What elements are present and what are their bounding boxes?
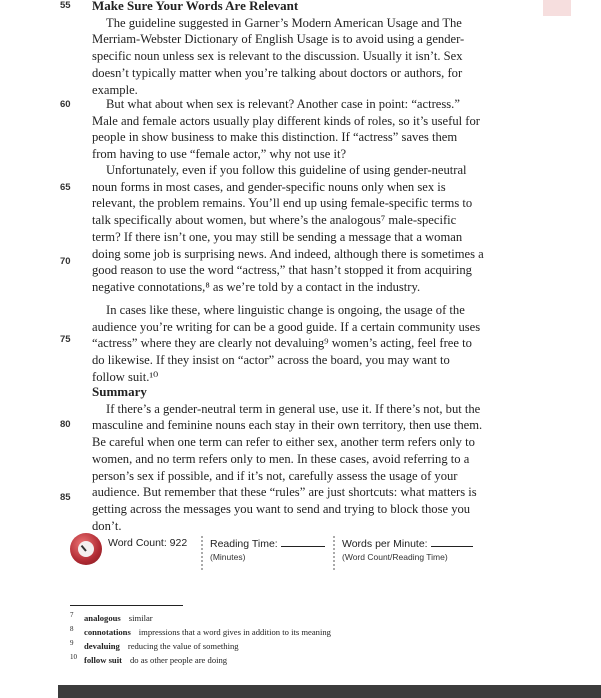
line-number-70: 70 bbox=[60, 256, 71, 267]
wpm-sub: (Word Count/Reading Time) bbox=[342, 552, 448, 562]
reading-time-blank[interactable] bbox=[281, 537, 325, 547]
paragraph-1: The guideline suggested in Garner’s Modern American Usage and The Merriam-Webster Dictionary of English Usage is to avoid using a gender-specific noun unless sex is relevant to the discussion. Usually it isn’t. Sex doesn’t typically matter when you’re talking about doctors or authors, for example. bbox=[92, 15, 465, 97]
reading-time-label bbox=[210, 537, 325, 550]
line-number-65: 65 bbox=[60, 182, 71, 193]
footnote-10: 10 follow suit do as other people are doing bbox=[70, 653, 228, 665]
stopwatch-icon bbox=[70, 533, 102, 565]
summary-heading: Summary bbox=[92, 384, 147, 399]
divider-dots-2 bbox=[333, 536, 335, 570]
footnote-8: 8 connotations impressions that a word gives in addition to its meaning bbox=[70, 625, 331, 637]
wpm-blank[interactable] bbox=[431, 537, 473, 547]
wpm-label bbox=[342, 537, 473, 550]
line-number-75: 75 bbox=[60, 334, 71, 345]
paragraph-4: In cases like these, where linguistic change is ongoing, the usage of the audience you’re writing for can be a good guide. If a certain community uses “actress” where they are clearly not devaluing⁹ women’s acting, feel free to do likewise. If they insist on “actor” across the board, you may want to follow suit.¹⁰ bbox=[92, 303, 481, 384]
word-count-label: Word Count: 922 bbox=[108, 537, 188, 549]
paragraph-3: Unfortunately, even if you follow this guideline of using gender-neutral noun forms in most cases, and gender-specific nouns only when sex is relevant, the problem remains. You’ll end up using female-specific terms to talk specifically about women, but where’s the analogous⁷ male-specific term? If there isn’t one, you may still be sending a message that a woman doing some job is surprising news. And indeed, although there is sometimes a good reason to use the word “actress,” that hasn’t stopped it from acquiring negative connotations,⁸ as we’re told by a contact in the industry. bbox=[92, 163, 484, 294]
footnote-9: 9 devaluing reducing the value of something bbox=[70, 639, 239, 651]
reading-time-text: Reading Time: bbox=[210, 538, 278, 550]
reading-time-sub: (Minutes) bbox=[210, 552, 246, 562]
article-body-3 bbox=[92, 162, 484, 296]
article-body-4 bbox=[92, 302, 484, 386]
footnote-rule bbox=[70, 605, 183, 606]
line-number-55: 55 bbox=[60, 0, 71, 11]
bottom-bar bbox=[58, 685, 601, 698]
wpm-text: Words per Minute: bbox=[342, 538, 428, 550]
divider-dots bbox=[201, 536, 203, 570]
summary-paragraph: If there’s a gender-neutral term in general use, use it. If there’s not, but the masculine and feminine nouns each stay in their own territory, then use them. Be careful when one term can refer to either sex, another term refers only to women, and no term refers only to men. In these cases, avoid referring to a person’s sex if possible, and if it’s not, carefully assess the usage of your audience. But remember that these “rules” are just shortcuts: what matters is getting across the messages you want to send and trying to block those you don’t. bbox=[92, 401, 483, 533]
line-number-80: 80 bbox=[60, 419, 71, 430]
line-number-85: 85 bbox=[60, 492, 71, 503]
article-body-2 bbox=[92, 96, 484, 163]
paragraph-2: But what about when sex is relevant? Another case in point: “actress.” Male and female actors usually play different kinds of roles, so it’s useful for people in show business to make this distinction. If “actress” saves them from having to use “female actor,” why not use it? bbox=[92, 97, 480, 162]
line-number-60: 60 bbox=[60, 99, 71, 110]
summary-section bbox=[92, 384, 484, 534]
section-heading: Make Sure Your Words Are Relevant bbox=[92, 0, 299, 13]
header-ghost-tab bbox=[543, 0, 571, 16]
article-body bbox=[92, 0, 484, 98]
footnote-7: 7 analogous similar bbox=[70, 611, 153, 623]
